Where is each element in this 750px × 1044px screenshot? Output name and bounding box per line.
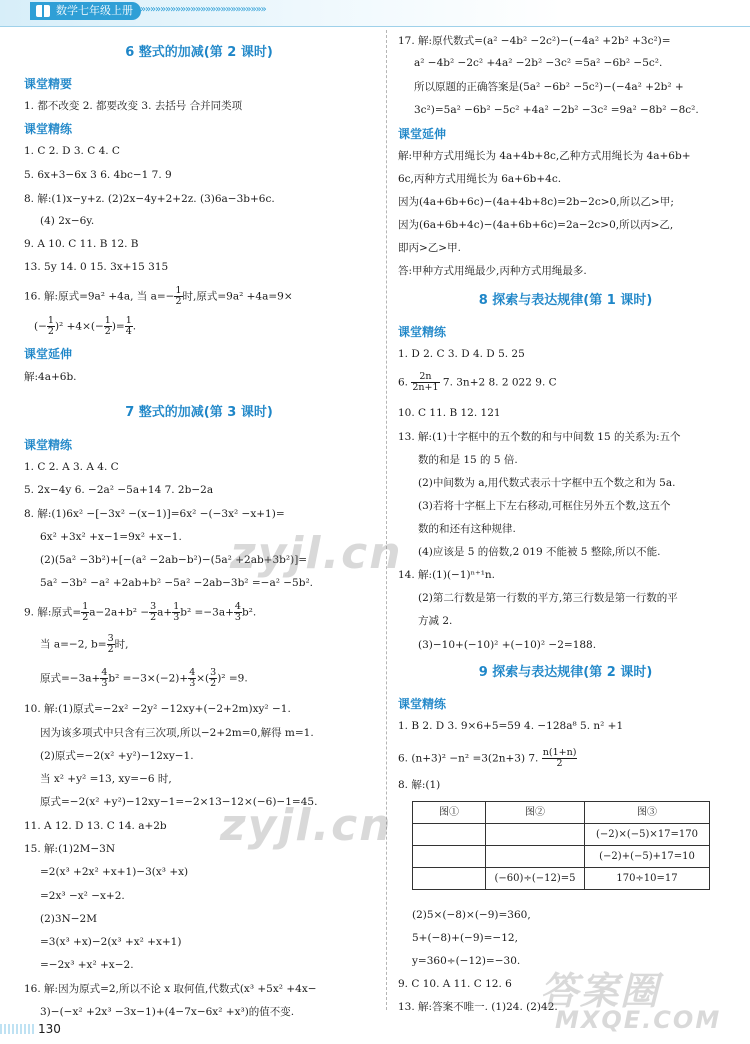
r-line-2: a² −4b² −2c² +4a² −2b² −3c² =5a² −6b² −5c².: [414, 57, 663, 69]
section-6-jingyao-heading: 课堂精要: [24, 77, 73, 91]
fraction-numerator: 3: [150, 601, 157, 612]
fraction: [104, 316, 112, 337]
s6-16-c: (−: [34, 320, 47, 333]
r9-line-7: 9. C 10. A 11. C 12. 6: [398, 978, 512, 990]
s6-16-a: 16. 解:原式=9a² +4a, 当 a=−: [24, 290, 175, 303]
answer-table: [412, 801, 710, 890]
s7-9-g: 时,: [114, 638, 129, 651]
fraction-denominator: 3: [173, 611, 180, 623]
fraction-numerator: 1: [82, 601, 89, 612]
s7-9-e: b².: [241, 606, 257, 619]
page-number: 130: [38, 1022, 61, 1036]
r8-line-13: (3)−10+(−10)² +(−10)² −2=188.: [418, 639, 597, 651]
fraction-numerator: 1: [47, 315, 54, 326]
table-cell: (−60)÷(−12)=5: [486, 868, 585, 890]
fraction: [149, 602, 157, 623]
r9-line-6: y=360÷(−12)=−30.: [412, 955, 521, 967]
s6-16-d: )² +4×(−: [54, 320, 104, 333]
r9-line-3: 8. 解:(1): [398, 779, 441, 791]
s7-line-14: 原式=−2(x² +y²)−12xy−1=−2×13−12×(−6)−1=45.: [40, 796, 318, 808]
book-badge-text: 数学七年级上册: [56, 4, 133, 17]
fraction-numerator: 3: [210, 667, 217, 678]
s6-line-6: 9. A 10. C 11. B 12. B: [24, 238, 139, 250]
s7-line-10: 10. 解:(1)原式=−2x² −2y² −12xy+(−2+2m)xy² −1.: [24, 703, 291, 715]
table-cell: 170÷10=17: [585, 868, 710, 890]
section-8-jinglian-heading: 课堂精练: [398, 325, 447, 339]
table-cell: (−2)×(−5)×17=170: [585, 824, 710, 846]
r-line-4: 3c²)=5a² −6b² −5c² +4a² −2b² −3c² =9a² −8b² −8c².: [414, 104, 699, 116]
s6-line-5: (4) 2x−6y.: [40, 215, 95, 227]
s7-9-f: 当 a=−2, b=: [40, 638, 107, 651]
fraction-denominator: 2: [556, 757, 563, 769]
s7-line-6: 5a² −3b² −a² +2ab+b² −5a² −2ab−3b² =−a² −5b².: [40, 577, 314, 589]
s7-line-12: (2)原式=−2(x² +y²)−12xy−1.: [40, 750, 194, 762]
section-9-title: 9 探索与表达规律(第 2 课时): [478, 665, 653, 680]
table-cell: [413, 868, 486, 890]
s7-9-h: 原式=−3a+: [40, 672, 101, 685]
s7-line-15: 11. A 12. D 13. C 14. a+2b: [24, 820, 167, 832]
r8-line-3: 10. C 11. B 12. 121: [398, 407, 501, 419]
s7-line-8: [40, 634, 128, 655]
s7-line-13: 当 x² +y² =13, xy=−6 时,: [40, 773, 172, 785]
r-line-8: 因为(6a+6b+4c)−(4a+6b+6c)=2a−2c>0,所以丙>乙,: [398, 219, 674, 231]
s6-line-7: 13. 5y 14. 0 15. 3x+15 315: [24, 261, 169, 273]
s7-line-11: 因为该多项式中只含有三次项,所以−2+2m=0,解得 m=1.: [40, 727, 314, 739]
section-7-jinglian-heading: 课堂精练: [24, 438, 73, 452]
fraction-numerator: 2n: [411, 372, 439, 383]
s6-16-e: )=: [111, 320, 125, 333]
table-header-3: 图③: [585, 802, 710, 824]
s7-line-17: =2(x³ +2x² +x+1)−3(x³ +x): [40, 866, 189, 878]
section-6-jinglian-heading: 课堂精练: [24, 122, 73, 136]
s6-line-10: 解:4a+6b.: [24, 371, 77, 383]
table-row: [413, 824, 710, 846]
r8-line-4: 13. 解:(1)十字框中的五个数的和与中间数 15 的关系为:五个: [398, 431, 681, 443]
section-7-title: 7 整式的加减(第 3 课时): [125, 405, 273, 420]
r9-line-8: 13. 解:答案不唯一. (1)24. (2)42.: [398, 1001, 558, 1013]
s6-line-4: 8. 解:(1)x−y+z. (2)2x−4y+2+2z. (3)6a−3b+6c.: [24, 193, 275, 205]
s7-9-b: a−2a+b² −: [89, 606, 150, 619]
s7-line-4: 6x² +3x² +x−1=9x² +x−1.: [40, 531, 182, 543]
r-line-9: 即丙>乙>甲.: [398, 242, 461, 254]
r-line-5: 解:甲种方式用绳长为 4a+4b+8c,乙种方式用绳长为 4a+6b+: [398, 150, 691, 162]
section-8-title: 8 探索与表达规律(第 1 课时): [478, 293, 653, 308]
s6-line-3: 5. 6x+3−6x 3 6. 4bc−1 7. 9: [24, 169, 172, 181]
s7-line-7: [24, 602, 256, 623]
fraction-denominator: 4: [125, 325, 132, 337]
fraction-numerator: n(1+n): [542, 747, 577, 758]
watermark-text: MXQE.COM: [555, 1006, 722, 1034]
s6-line-8: [24, 286, 293, 307]
r8-line-6: (2)中间数为 a,用代数式表示十字框中五个数之和为 5a.: [418, 477, 676, 489]
fraction: [542, 748, 578, 769]
s7-line-18: =2x³ −x² −x+2.: [40, 890, 125, 902]
r8-line-2: [398, 372, 557, 393]
fraction-denominator: 3: [101, 677, 108, 689]
r9-line-1: 1. B 2. D 3. 9×6+5=59 4. −128a⁸ 5. n² +1: [398, 720, 624, 732]
right-yanshen-heading: 课堂延伸: [398, 127, 447, 141]
s7-line-2: 5. 2x−4y 6. −2a² −5a+14 7. 2b−2a: [24, 484, 214, 496]
book-icon: [36, 5, 50, 17]
s7-9-d: b² =−3a+: [180, 606, 234, 619]
fraction: [125, 316, 133, 337]
watermark-text: zyjl.cn: [230, 528, 403, 579]
table-cell: [486, 824, 585, 846]
r8-line-10: 14. 解:(1)(−1)ⁿ⁺¹n.: [398, 569, 496, 581]
s7-9-a: 9. 解:原式=: [24, 606, 82, 619]
table-row: [413, 802, 710, 824]
s6-line-1: 1. 都不改变 2. 都要改变 3. 去括号 合并同类项: [24, 100, 243, 112]
fraction: [234, 602, 242, 623]
s7-line-21: =−2x³ +x² +x−2.: [40, 959, 134, 971]
fraction-numerator: 4: [189, 667, 196, 678]
s7-line-22: 16. 解:因为原式=2,所以不论 x 取何值,代数式(x³ +5x² +4x−: [24, 983, 317, 995]
table-cell: [413, 824, 486, 846]
fraction-denominator: 2: [82, 611, 89, 623]
r-line-3: 所以原题的正确答案是(5a² −6b² −5c²)−(−4a² +2b² +: [414, 81, 684, 93]
s7-9-k: )² =9.: [217, 672, 248, 685]
s7-line-3: 8. 解:(1)6x² −[−3x² −(x−1)]=6x² −(−3x² −x+1)=: [24, 508, 285, 520]
fraction-denominator: 2: [47, 325, 54, 337]
fraction-denominator: 2n+1: [412, 381, 439, 393]
table-row: [413, 846, 710, 868]
fraction-denominator: 2: [210, 677, 217, 689]
table-header-1: 图①: [413, 802, 486, 824]
r8-line-1: 1. D 2. C 3. D 4. D 5. 25: [398, 348, 525, 360]
s6-16-f: .: [132, 320, 137, 333]
fraction-numerator: 1: [125, 315, 132, 326]
column-divider: [386, 30, 387, 1010]
s7-line-20: =3(x³ +x)−2(x³ +x² +x+1): [40, 936, 182, 948]
fraction-numerator: 3: [107, 633, 114, 644]
r8-6-b: 7. 3n+2 8. 2 022 9. C: [442, 376, 557, 389]
header-arrows: »»»»»»»»»»»»»»»»»»»»»»»»»: [140, 4, 266, 15]
fraction-numerator: 4: [101, 667, 108, 678]
s7-9-c: a+: [157, 606, 173, 619]
s7-line-23: 3)−(−x² +2x³ −3x−1)+(4−7x−6x² +x³)的值不变.: [40, 1006, 295, 1018]
fraction-numerator: 1: [175, 285, 182, 296]
r9-6-a: 6. (n+3)² −n² =3(2n+3) 7.: [398, 752, 539, 765]
r8-line-12: 方减 2.: [418, 615, 453, 627]
table-row: [413, 868, 710, 890]
book-badge: [30, 2, 141, 20]
watermark-text: 答案圈: [540, 969, 661, 1013]
fraction-numerator: 1: [104, 315, 111, 326]
fraction: [47, 316, 55, 337]
fraction: [209, 668, 217, 689]
r9-line-2: [398, 748, 577, 769]
s6-line-2: 1. C 2. D 3. C 4. C: [24, 145, 120, 157]
section-6-title: 6 整式的加减(第 2 课时): [125, 45, 273, 60]
fraction: [174, 286, 182, 307]
s7-line-1: 1. C 2. A 3. A 4. C: [24, 461, 119, 473]
r-line-6: 6c,丙种方式用绳长为 6a+6b+4c.: [398, 173, 562, 185]
fraction-denominator: 2: [104, 325, 111, 337]
s7-9-i: b² =−3×(−2)+: [108, 672, 189, 685]
fraction-denominator: 2: [107, 643, 114, 655]
r-line-7: 因为(4a+6b+6c)−(4a+4b+8c)=2b−2c>0,所以乙>甲;: [398, 196, 674, 208]
section-6-yanshen-heading: 课堂延伸: [24, 347, 73, 361]
s7-9-j: ×(: [196, 672, 210, 685]
fraction: [411, 372, 439, 393]
table-cell: [486, 846, 585, 868]
r8-line-7: (3)若将十字框上下左右移动,可框住另外五个数,这五个: [418, 500, 671, 512]
r8-line-5: 数的和是 15 的 5 倍.: [418, 454, 518, 466]
fraction-denominator: 2: [175, 295, 182, 307]
fraction-denominator: 3: [234, 611, 241, 623]
s7-line-5: (2)(5a² −3b²)+[−(a² −2ab−b²)−(5a² +2ab+3b²)]=: [40, 554, 308, 566]
r-line-10: 答:甲种方式用绳最少,丙种方式用绳最多.: [398, 265, 587, 277]
r9-line-4: (2)5×(−8)×(−9)=360,: [412, 909, 531, 921]
fraction-denominator: 2: [150, 611, 157, 623]
s6-16-b: 时,原式=9a² +4a=9×: [182, 290, 293, 303]
fraction-denominator: 3: [189, 677, 196, 689]
watermark-text: zyjl.cn: [220, 800, 393, 851]
s6-line-9: [34, 316, 136, 337]
fraction-numerator: 4: [234, 601, 241, 612]
r-line-1: 17. 解:原代数式=(a² −4b² −2c²)−(−4a² +2b² +3c²)=: [398, 35, 671, 47]
r9-line-5: 5+(−8)+(−9)=−12,: [412, 932, 518, 944]
r8-6-a: 6.: [398, 376, 409, 389]
r8-line-11: (2)第二行数是第一行数的平方,第三行数是第一行数的平: [418, 592, 678, 604]
fraction-numerator: 1: [173, 601, 180, 612]
table-header-2: 图②: [486, 802, 585, 824]
r8-line-9: (4)应该是 5 的倍数,2 019 不能被 5 整除,所以不能.: [418, 546, 661, 558]
fraction: [107, 634, 115, 655]
table-cell: [413, 846, 486, 868]
s7-line-19: (2)3N−2M: [40, 913, 97, 925]
section-9-jinglian-heading: 课堂精练: [398, 697, 447, 711]
r8-line-8: 数的和还有这种规律.: [418, 523, 516, 535]
table-cell: (−2)+(−5)+17=10: [585, 846, 710, 868]
page-number-stripes: [0, 1024, 34, 1034]
s7-line-9: [40, 668, 248, 689]
header-band: [0, 0, 750, 27]
s7-line-16: 15. 解:(1)2M−3N: [24, 843, 116, 855]
